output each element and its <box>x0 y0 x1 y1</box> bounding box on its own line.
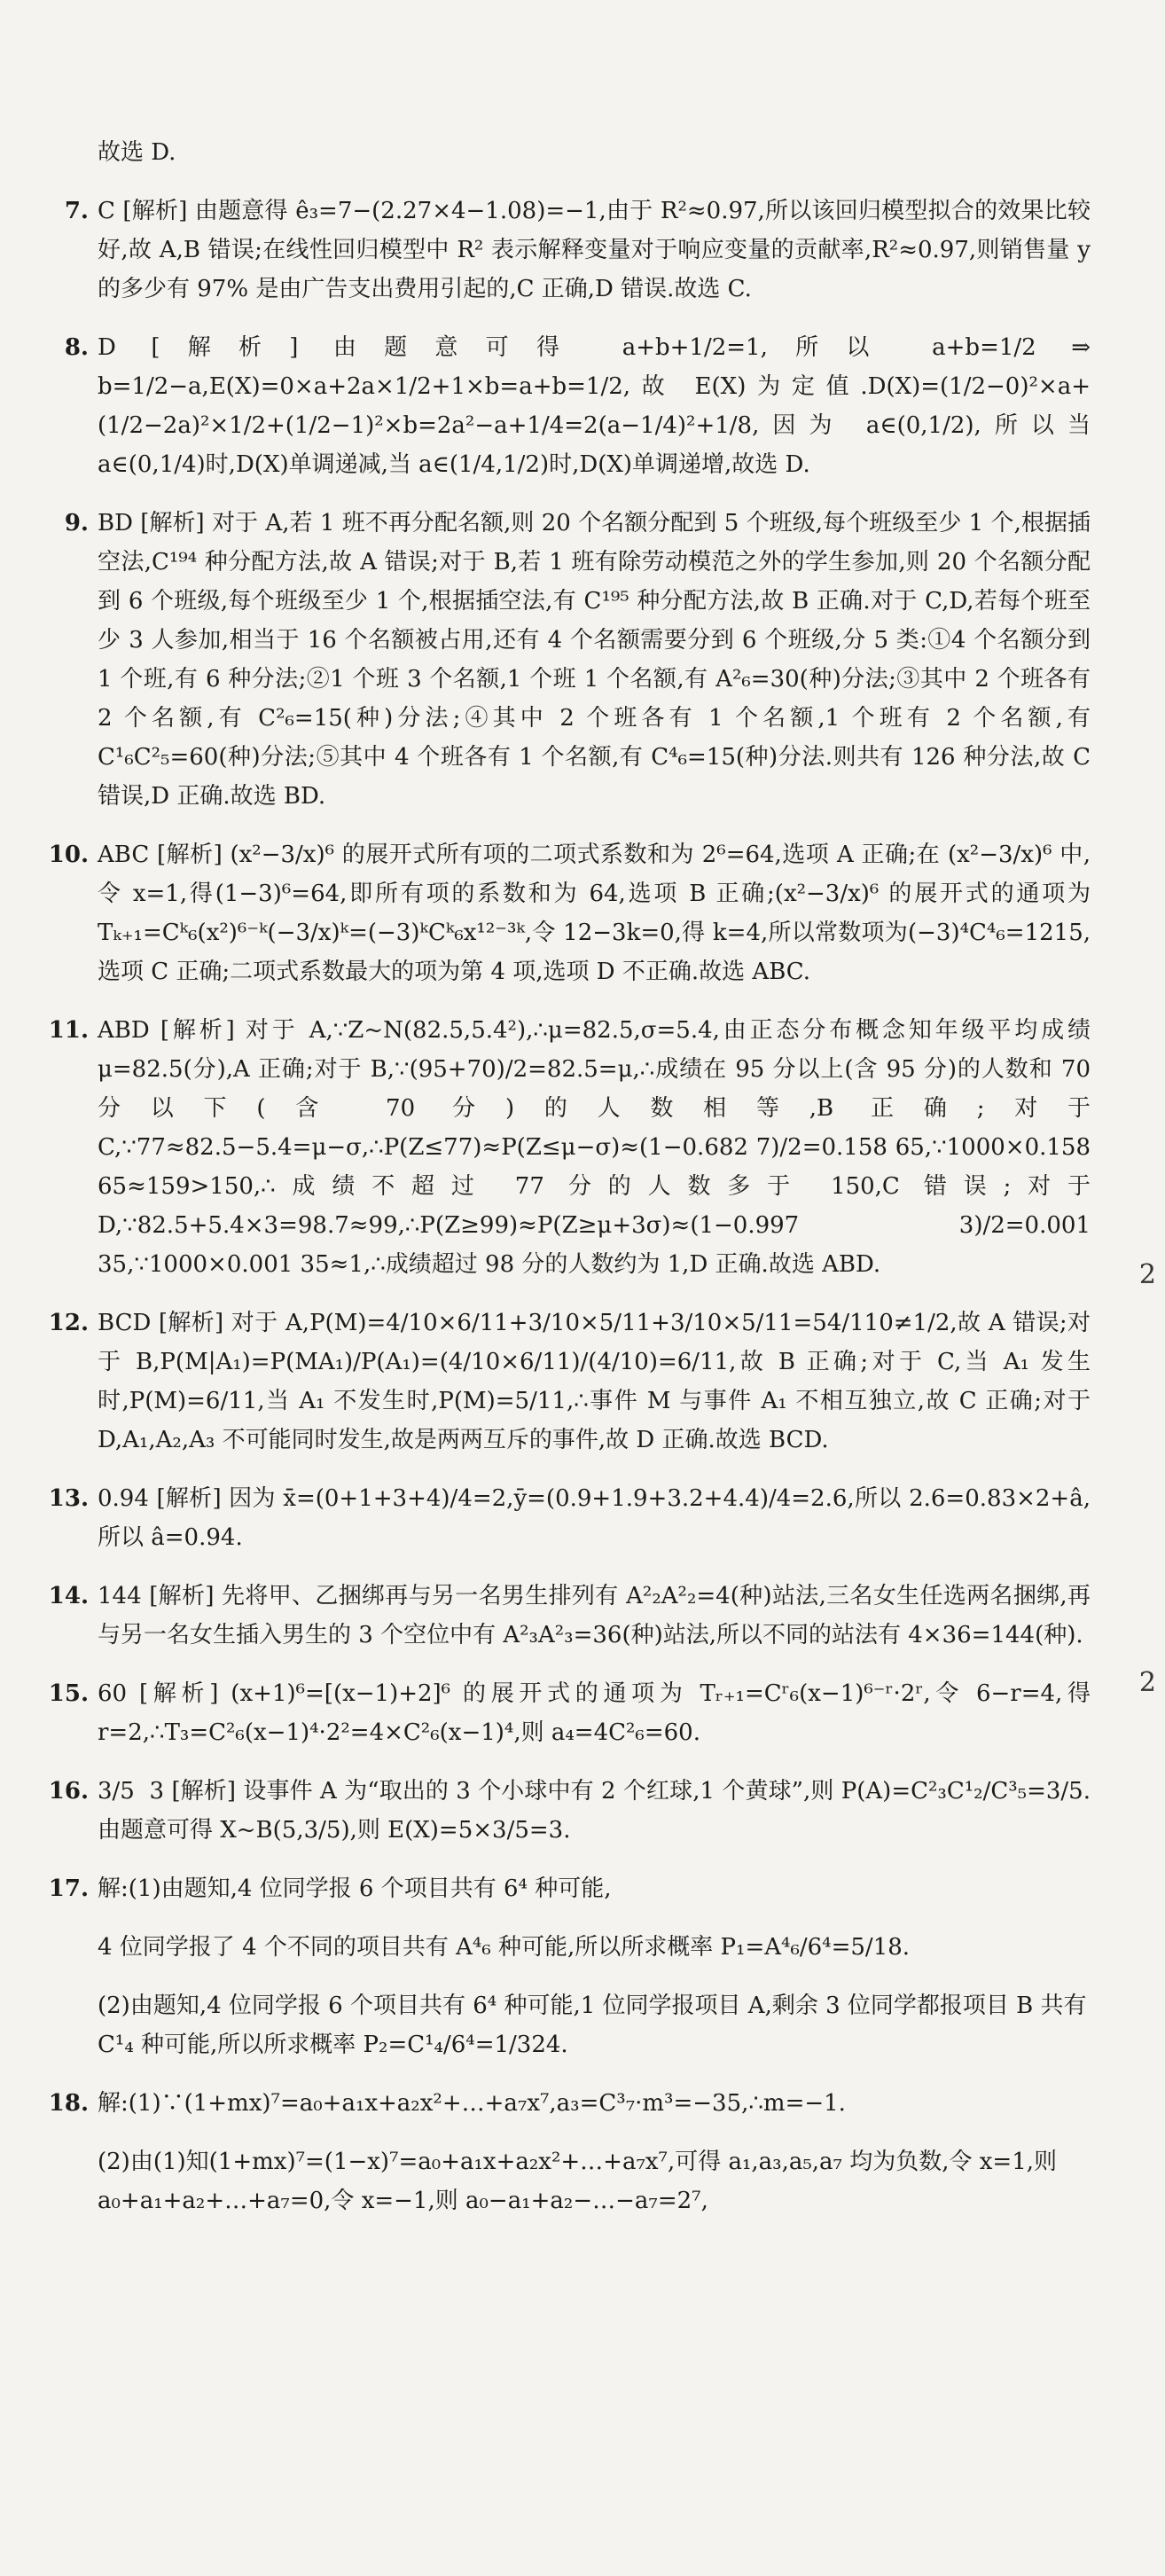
answer-item <box>35 1772 1091 1850</box>
answer-item-18 <box>35 2084 1091 2123</box>
answer-number: 12. <box>48 1310 89 1336</box>
q17-continuation <box>35 1928 1091 2064</box>
answer-item <box>35 1869 1091 1908</box>
answer-text: BCD [解析] 对于 A,P(M)=4/10×6/11+3/10×5/11+3/10×5/11=54/110≠1/2,故 A 错误;对于 B,P(M|A₁)=P(MA₁)/P(A₁)=(4/10×6/11)/(4/10)=6/11,故 B 正确;对于 C,当 A₁ 发生时,P(M)=6/11,当 A₁ 不发生时,P(M)=5/11,∴事件 M 与事件 A₁ 不相互独立,故 C 正确;对于 D,A₁,A₂,A₃ 不可能同时发生,故是两两互斥的事件,故 D 正确.故选 BCD. <box>98 1310 1099 1453</box>
continuation-line: (2)由(1)知(1+mx)⁷=(1−x)⁷=a₀+a₁x+a₂x²+…+a₇x⁷,可得 a₁,a₃,a₅,a₇ 均为负数,令 x=1,则 a₀+a₁+a₂+…+a₇=0,令 x=−1,则 a₀−a₁+a₂−…−a₇=2⁷, <box>98 2149 1058 2214</box>
answer-content <box>35 133 1099 2240</box>
answer-text: 3/5 3 [解析] 设事件 A 为“取出的 3 个小球中有 2 个红球,1 个黄球”,则 P(A)=C²₃C¹₂/C³₅=3/5.由题意可得 X~B(5,3/5),则 E(X)=5×3/5=3. <box>98 1778 1091 1844</box>
answer-text: 解:(1)∵(1+mx)⁷=a₀+a₁x+a₂x²+…+a₇x⁷,a₃=C³₇·m³=−35,∴m=−1. <box>98 2090 846 2117</box>
answer-item <box>35 1011 1099 1284</box>
answer-text: 解:(1)由题知,4 位同学报 6 个项目共有 6⁴ 种可能, <box>98 1875 612 1902</box>
answer-text: C [解析] 由题意得 ê₃=7−(2.27×4−1.08)=−1,由于 R²≈0.97,所以该回归模型拟合的效果比较好,故 A,B 错误;在线性回归模型中 R² 表示解释变量对于响应变量的贡献率,R²≈0.97,则销售量 y 的多少有 97% 是由广告支出费用引起的,C 正确,D 错误.故选 C. <box>98 198 1099 302</box>
answer-number: 10. <box>48 842 89 868</box>
answer-item <box>35 504 1099 816</box>
answer-number: 16. <box>48 1778 89 1805</box>
answer-item <box>35 1674 1099 1752</box>
answer-text: 0.94 [解析] 因为 x̄=(0+1+3+4)/4=2,ȳ=(0.9+1.9+3.2+4.4)/4=2.6,所以 2.6=0.83×2+â,所以 â=0.94. <box>98 1485 1091 1551</box>
answer-item <box>35 192 1099 309</box>
answer-text: ABD [解析] 对于 A,∵Z~N(82.5,5.4²),∴μ=82.5,σ=5.4,由正态分布概念知年级平均成绩 μ=82.5(分),A 正确;对于 B,∵(95+70)/2=82.5=μ,∴成绩在 95 分以上(含 95 分)的人数和 70 分以下(含 70 分)的人数相等,B 正确;对于 C,∵77≈82.5−5.4=μ−σ,∴P(Z≤77)≈P(Z≤μ−σ)≈(1−0.682 7)/2=0.158 65,∵1000×0.158 65≈159>150,∴成绩不超过 77 分的人数多于 150,C 错误;对于 D,∵82.5+5.4×3=98.7≈99,∴P(Z≥99)≈P(Z≥μ+3σ)≈(1−0.997 3)/2=0.001 35,∵1000×0.001 35≈1,∴成绩超过 98 分的人数约为 1,D 正确.故选 ABD. <box>98 1017 1099 1278</box>
answer-list <box>35 192 1099 1908</box>
continuation-line: 4 位同学报了 4 个不同的项目共有 A⁴₆ 种可能,所以所求概率 P₁=A⁴₆/6⁴=5/18. <box>98 1934 911 1961</box>
answer-text: BD [解析] 对于 A,若 1 班不再分配名额,则 20 个名额分配到 5 个班级,每个班级至少 1 个,根据插空法,C¹⁹⁴ 种分配方法,故 A 错误;对于 B,若 1 班有除劳动模范之外的学生参加,则 20 个名额分配到 6 个班级,每个班级至少 1 个,根据插空法,有 C¹⁹⁵ 种分配方法,故 B 正确.对于 C,D,若每个班至少 3 人参加,相当于 16 个名额被占用,还有 4 个名额需要分到 6 个班级,分 5 类:①4 个名额分到 1 个班,有 6 种分法;②1 个班 3 个名额,1 个班 1 个名额,有 A²₆=30(种)分法;③其中 2 个班各有 2 个名额,有 C²₆=15(种)分法;④其中 2 个班各有 1 个名额,1 个班有 2 个名额,有 C¹₆C²₅=60(种)分法;⑤其中 4 个班各有 1 个名额,有 C⁴₆=15(种)分法.则共有 126 种分法,故 C 错误,D 正确.故选 BD. <box>98 510 1099 810</box>
answer-item <box>35 328 1099 484</box>
answer-text: D [解析] 由题意可得 a+b+1/2=1,所以 a+b=1/2 ⇒ b=1/2−a,E(X)=0×a+2a×1/2+1×b=a+b=1/2,故 E(X)为定值.D(X)=(1/2−0)²×a+(1/2−2a)²×1/2+(1/2−1)²×b=2a²−a+1/4=2(a−1/4)²+1/8,因为 a∈(0,1/2),所以当 a∈(0,1/4)时,D(X)单调递减,当 a∈(1/4,1/2)时,D(X)单调递增,故选 D. <box>98 334 1099 478</box>
answer-item <box>35 1304 1099 1460</box>
answer-text: 60 [解析] (x+1)⁶=[(x−1)+2]⁶ 的展开式的通项为 Tᵣ₊₁=Cʳ₆(x−1)⁶⁻ʳ·2ʳ,令 6−r=4,得 r=2,∴T₃=C²₆(x−1)⁴·2²=4×C²₆(x−1)⁴,则 a₄=4C²₆=60. <box>98 1680 1099 1746</box>
margin-mark: 2 <box>1138 1667 1156 1698</box>
answer-number: 13. <box>48 1485 89 1512</box>
answer-text: ABC [解析] (x²−3/x)⁶ 的展开式所有项的二项式系数和为 2⁶=64,选项 A 正确;在 (x²−3/x)⁶ 中,令 x=1,得(1−3)⁶=64,即所有项的系数和为 64,选项 B 正确;(x²−3/x)⁶ 的展开式的通项为 Tₖ₊₁=Cᵏ₆(x²)⁶⁻ᵏ(−3/x)ᵏ=(−3)ᵏCᵏ₆x¹²⁻³ᵏ,令 12−3k=0,得 k=4,所以常数项为(−3)⁴C⁴₆=1215,选项 C 正确;二项式系数最大的项为第 4 项,选项 D 不正确.故选 ABC. <box>98 842 1099 985</box>
answer-text: 144 [解析] 先将甲、乙捆绑再与另一名男生排列有 A²₂A²₂=4(种)站法,三名女生任选两名捆绑,再与另一名女生插入男生的 3 个空位中有 A²₃A²₃=36(种)站法,所以不同的站法有 4×36=144(种). <box>98 1583 1091 1648</box>
answer-number: 18. <box>48 2090 89 2117</box>
answer-number: 14. <box>48 1583 89 1609</box>
answer-number: 9. <box>64 510 89 536</box>
answer-number: 15. <box>48 1680 89 1707</box>
answer-item <box>35 1577 1091 1655</box>
q18-continuation <box>35 2142 1091 2220</box>
answer-number: 11. <box>48 1017 89 1044</box>
answer-number: 17. <box>48 1875 89 1902</box>
answer-number: 7. <box>64 198 89 224</box>
intro-line: 故选 D. <box>98 139 176 166</box>
answer-item <box>35 835 1099 991</box>
margin-mark: 2 <box>1138 1259 1156 1290</box>
answer-number: 8. <box>64 334 89 361</box>
continuation-line: (2)由题知,4 位同学报 6 个项目共有 6⁴ 种可能,1 位同学报项目 A,剩余 3 位同学都报项目 B 共有 C¹₄ 种可能,所以所求概率 P₂=C¹₄/6⁴=1/324. <box>98 1993 1087 2058</box>
answer-item <box>35 1479 1091 1557</box>
